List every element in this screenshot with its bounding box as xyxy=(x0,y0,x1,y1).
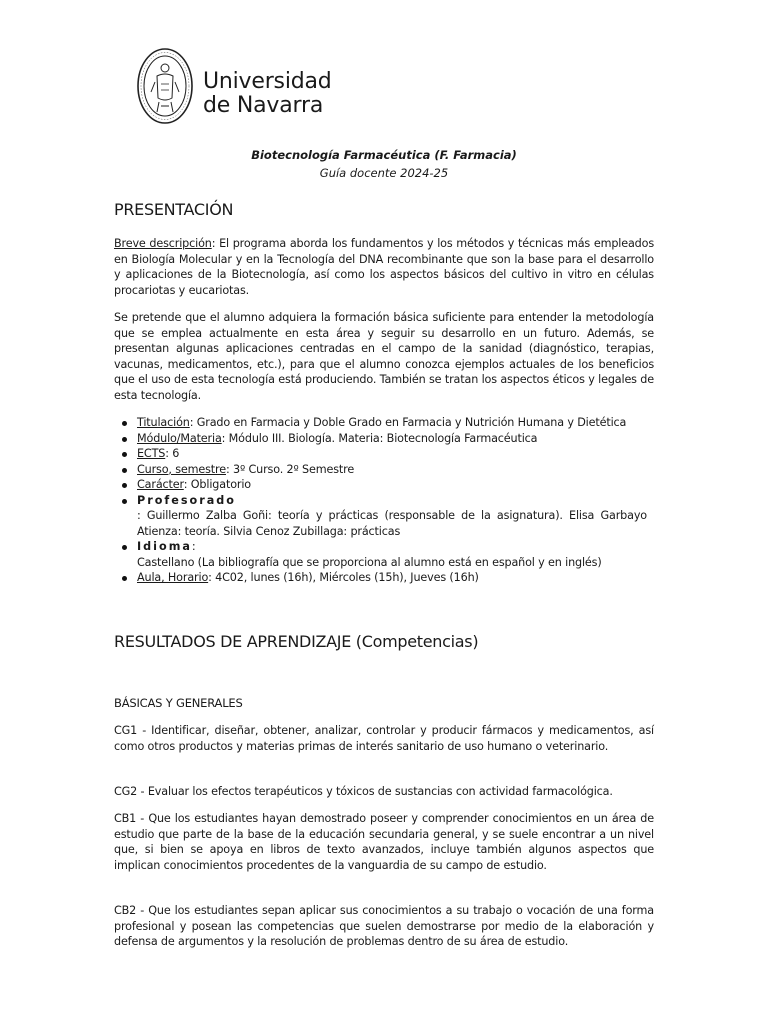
document-subtitle: Guía docente 2024-25 xyxy=(319,166,449,180)
item-value-aula: : 4C02, lunes (16h), Miércoles (15h), Jueves (16h) xyxy=(208,571,479,584)
university-logo xyxy=(135,44,332,128)
list-item xyxy=(137,539,647,570)
basic-general-subheading: BÁSICAS Y GENERALES xyxy=(114,696,243,710)
item-label-modulo: Módulo/Materia xyxy=(137,431,222,445)
competence-cb1: CB1 - Que los estudiantes hayan demostrado poseer y comprender conocimientos en un área de estudio que parte de la base de la educación secundaria general, y se suele encontrar a un nivel que, si bien se apoya en libros de texto avanzados, incluye también algunos aspectos que implican conocimientos procedentes de la vanguardia de su campo de estudio. xyxy=(114,812,654,872)
competence-cg2: CG2 - Evaluar los efectos terapéuticos y tóxicos de sustancias con actividad farmacológica. xyxy=(114,785,613,798)
brief-description xyxy=(114,236,654,298)
item-label-idioma-colon: : xyxy=(191,540,196,553)
list-item xyxy=(137,493,647,540)
list-item xyxy=(137,570,647,586)
university-name-line1: Universidad xyxy=(203,69,332,94)
item-label-idioma: Idioma xyxy=(137,540,192,553)
results-heading: RESULTADOS DE APRENDIZAJE (Competencias) xyxy=(114,632,479,651)
presentation-heading: PRESENTACIÓN xyxy=(114,200,234,219)
university-name xyxy=(203,70,332,118)
course-info-list xyxy=(114,415,647,586)
competence-cg1: CG1 - Identificar, diseñar, obtener, analizar, controlar y producir fármacos y medicamentos, así como otros productos y materias primas de interés sanitario de uso humano o veterinario. xyxy=(114,724,654,753)
item-value-modulo: : Módulo III. Biología. Materia: Biotecnología Farmacéutica xyxy=(221,431,538,445)
item-value-curso: : 3º Curso. 2º Semestre xyxy=(225,462,355,476)
document-title: Biotecnología Farmacéutica (F. Farmacia) xyxy=(251,148,517,162)
item-value-caracter: : Obligatorio xyxy=(183,478,251,491)
item-value-ects: : 6 xyxy=(165,447,180,460)
presentation-paragraph: Se pretende que el alumno adquiera la formación básica suficiente para entender la metodología que se emplea actualmente en esta área y seguir su desarrollo en un futuro. Además, se presentan algunas aplicaciones centradas en el campo de la sanidad (diagnóstico, terapias, vacunas, medicamentos, etc.), para que el alumno conozca ejemplos actuales de los beneficios que el uso de esta tecnología está produciendo. También se tratan los aspectos éticos y legales de esta tecnología. xyxy=(114,311,654,402)
list-item xyxy=(137,446,647,462)
item-label-curso: Curso, semestre xyxy=(137,462,226,476)
item-label-ects: ECTS xyxy=(137,447,166,460)
list-item xyxy=(137,415,647,431)
competence-cb2: CB2 - Que los estudiantes sepan aplicar sus conocimientos a su trabajo o vocación de una forma profesional y posean las competencias que suelen demostrarse por medio de la elaboración y defensa de argumentos y la resolución de problemas dentro de su área de estudio. xyxy=(114,904,654,949)
item-value-titulacion: : Grado en Farmacia y Doble Grado en Farmacia y Nutrición Humana y Dietética xyxy=(189,416,627,429)
item-label-caracter: Carácter xyxy=(137,478,184,491)
list-item xyxy=(137,462,647,478)
university-seal-icon xyxy=(135,46,195,126)
list-item xyxy=(137,477,647,493)
item-label-titulacion: Titulación xyxy=(137,416,190,429)
item-label-aula: Aula, Horario xyxy=(137,571,209,584)
item-value-idioma: Castellano (La bibliografía que se proporciona al alumno está en español y en inglés) xyxy=(137,555,602,569)
list-item xyxy=(137,431,647,447)
item-value-profesorado: : Guillermo Zalba Goñi: teoría y prácticas (responsable de la asignatura). Elisa Garbayo Atienza: teoría. Silvia Cenoz Zubillaga: prácticas xyxy=(137,509,647,538)
brief-description-label: Breve descripción xyxy=(114,237,212,250)
university-name-line2: de Navarra xyxy=(203,93,324,118)
brief-description-text: : El programa aborda los fundamentos y los métodos y técnicas más empleados en Biología Molecular y en la Tecnología del DNA recombinante que son la base para el desarrollo y aplicaciones de la Biotecnología, así como los aspectos básicos del cultivo in vitro en células procariotas y eucariotas. xyxy=(114,237,654,297)
item-label-profesorado: Profesorado xyxy=(137,493,236,507)
